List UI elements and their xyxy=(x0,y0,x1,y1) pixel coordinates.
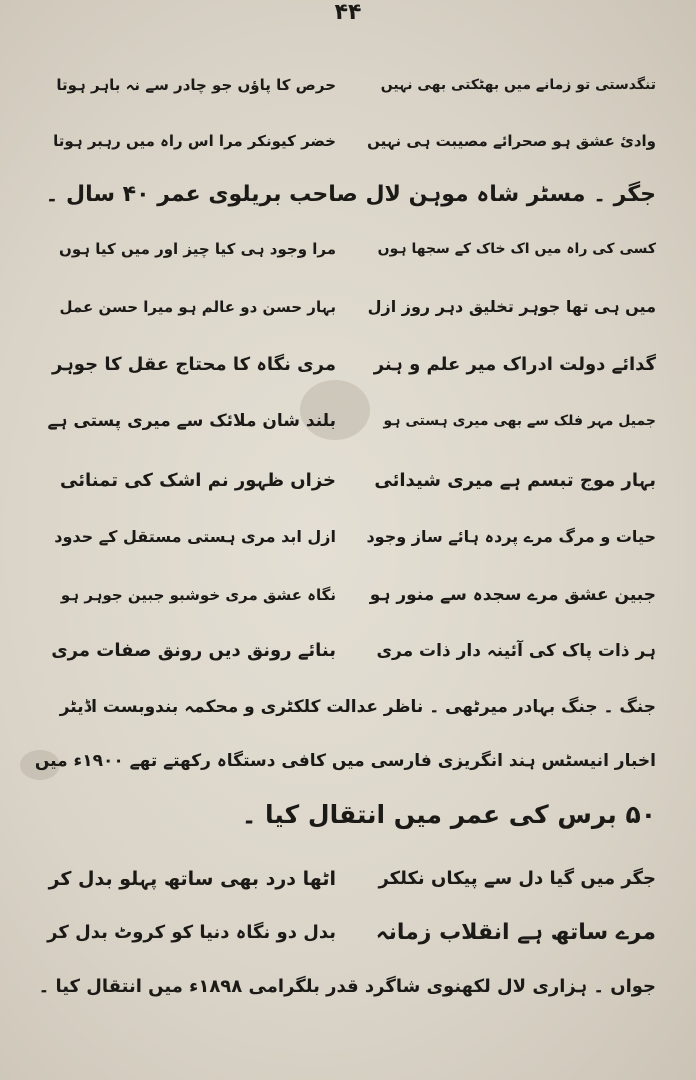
verse-left: بنائے رونق دیں رونق صفات مری xyxy=(51,640,336,661)
verse-left: حرص کا پاؤں جو چادر سے نہ باہر ہوتا xyxy=(56,76,336,94)
poet-bio-line: اخبار انیسٹس ہند انگریزی فارسی میں کافی دستگاہ رکھتے تھے ۱۹۰۰ء میں xyxy=(34,751,656,771)
verse-right: جگر میں گیا دل سے پیکاں نکلکر xyxy=(378,868,656,889)
verse-left: نگاہ عشق مری خوشبو جبین جوہر ہو xyxy=(60,586,336,604)
verse-left: بدل دو نگاہ دنیا کو کروٹ بدل کر xyxy=(47,922,336,943)
verse-right: جمیل مہر فلک سے بھی میری ہستی ہو xyxy=(383,413,656,429)
page-number: ۴۴ xyxy=(334,0,362,25)
poet-heading: جنگ ۔ جنگ بہادر میرٹھی ۔ ناظر عدالت کلکٹری و محکمہ بندوبست اڈیٹر xyxy=(59,697,656,717)
verse-right: حیات و مرگ مرے پردہ ہائے ساز وجود xyxy=(366,527,656,546)
verse-left: خزاں ظہور نم اشک کی تمنائی xyxy=(60,470,336,491)
verse-left: مری نگاہ کا محتاج عقل کا جوہر xyxy=(52,354,336,375)
verse-right: جبین عشق مرے سجدہ سے منور ہو xyxy=(369,585,656,605)
verse-right: میں ہی تھا جوہر تخلیق دہر روز ازل xyxy=(367,297,656,316)
poet-bio-line: ۵۰ برس کی عمر میں انتقال کیا ۔ xyxy=(241,800,656,829)
verse-left: خضر کیونکر مرا اس راہ میں رہبر ہوتا xyxy=(53,132,336,150)
verse-right: وادیٔ عشق ہو صحرائے مصیبت ہی نہیں xyxy=(367,132,656,150)
verse-right: کسی کی راہ میں اک خاک کے سجھا ہوں xyxy=(377,241,656,257)
verse-left: مرا وجود ہی کیا چیز اور میں کیا ہوں xyxy=(59,240,336,258)
verse-right: ہر ذات پاک کی آئینہ دار ذات مری xyxy=(376,641,656,661)
poet-heading: جگر ۔ مسٹر شاہ موہن لال صاحب بریلوی عمر ۴۰ سال ۔ xyxy=(45,182,656,207)
verse-left: بلند شان ملائک سے میری پستی ہے xyxy=(47,411,336,431)
verse-right: تنگدستی تو زمانے میں بھٹکتی بھی نہیں xyxy=(380,77,656,93)
poet-heading: جواں ۔ ہزاری لال لکھنوی شاگرد قدر بلگرامی ۱۸۹۸ء میں انتقال کیا ۔ xyxy=(38,976,656,997)
verse-right: مرے ساتھ ہے انقلاب زمانہ xyxy=(375,920,656,945)
verse-right: بہار موج تبسم ہے میری شیدائی xyxy=(374,470,656,491)
verse-left: اٹھا درد بھی ساتھ پہلو بدل کر xyxy=(48,868,336,890)
verse-left: بہار حسن دو عالم ہو میرا حسن عمل xyxy=(59,298,336,316)
verse-left: ازل ابد مری ہستی مستقل کے حدود xyxy=(54,527,336,546)
verse-right: گدائے دولت ادراک میر علم و ہنر xyxy=(373,354,656,375)
